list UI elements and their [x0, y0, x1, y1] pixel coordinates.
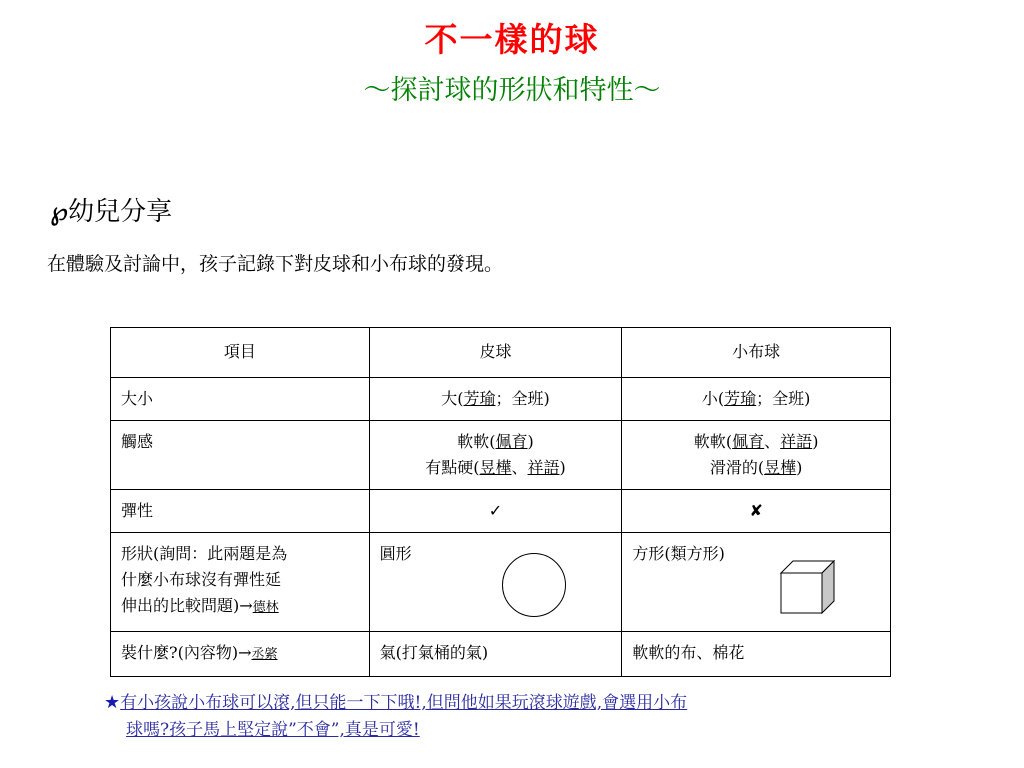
cell-size-cloth — [622, 378, 891, 421]
header-cloth-ball: 小布球 — [622, 328, 891, 378]
cell-text: ) — [796, 458, 803, 477]
cell-touch-leather — [369, 421, 622, 490]
table-header-row — [111, 328, 891, 378]
table-row-elasticity — [111, 490, 891, 533]
cell-line — [380, 429, 612, 455]
cell-text: ) — [812, 432, 819, 451]
intro-text: 在體驗及討論中，孩子記錄下對皮球和小布球的發現。 — [47, 253, 504, 275]
cell-size-leather — [369, 378, 622, 421]
cell-text: 大( — [441, 389, 464, 408]
cell-text: 、 — [764, 432, 781, 451]
cell-text: ；全班) — [495, 389, 550, 408]
cell-text: ) — [527, 432, 534, 451]
cell-text: 有點硬( — [425, 458, 480, 477]
checkmark-icon: ✓ — [369, 490, 622, 533]
cell-text: ；全班) — [756, 389, 811, 408]
cross-icon: ✘ — [622, 490, 891, 533]
child-name: 佩育 — [495, 432, 528, 451]
cell-line — [632, 455, 880, 481]
cell-line: 形狀(詢問：此兩題是為 — [121, 544, 288, 563]
observation-note — [104, 689, 904, 744]
cell-line — [380, 455, 612, 481]
cell-text: 圓形 — [379, 544, 412, 563]
cell-shape-cloth — [622, 533, 891, 632]
star-icon: ★ — [104, 692, 121, 713]
cell-shape-leather — [369, 533, 622, 632]
child-name: 芳瑜 — [724, 389, 757, 408]
table-row-contents — [111, 632, 891, 677]
child-name: 昱樺 — [479, 458, 512, 477]
table-row-touch — [111, 421, 891, 490]
row-label-contents — [111, 632, 370, 677]
table-row-size — [111, 378, 891, 421]
page-subtitle: ～探討球的形狀和特性～ — [363, 75, 661, 106]
row-label-size: 大小 — [111, 378, 370, 421]
child-name: 佩育 — [732, 432, 765, 451]
cell-text: 小( — [701, 389, 725, 408]
cell-line — [121, 593, 359, 621]
row-label-shape — [111, 533, 370, 632]
header-item: 項目 — [111, 328, 370, 378]
cell-text: 裝什麼?(內容物)→ — [121, 643, 252, 662]
cell-line: 什麼小布球沒有彈性延 — [121, 570, 282, 589]
note-line-2: 球嗎?孩子馬上堅定說”不會”,真是可愛! — [126, 720, 420, 740]
row-label-elasticity: 彈性 — [111, 490, 370, 533]
child-name: 昱樺 — [764, 458, 797, 477]
cube-drawing — [780, 559, 836, 615]
cell-text: 、 — [511, 458, 528, 477]
child-name: 祥語 — [780, 432, 813, 451]
cell-text: 軟軟( — [693, 432, 733, 451]
cell-text: ) — [559, 458, 566, 477]
child-name: 芳瑜 — [463, 389, 496, 408]
note-line-1: 有小孩說小布球可以滾,但只能一下下哦!,但問他如果玩滾球遊戲,會選用小布 — [120, 693, 688, 713]
circle-drawing — [502, 553, 566, 617]
row-label-touch: 觸感 — [111, 421, 370, 490]
header-leather-ball: 皮球 — [369, 328, 622, 378]
cell-text: 軟軟( — [457, 432, 496, 451]
cell-text: 方形(類方形) — [632, 544, 725, 563]
cell-text: 伸出的比較問題)→ — [121, 596, 253, 615]
cell-contents-cloth: 軟軟的布、棉花 — [622, 632, 891, 677]
cell-contents-leather: 氣(打氣桶的氣) — [369, 632, 622, 677]
comparison-table — [110, 327, 891, 677]
child-name: 祥語 — [527, 458, 560, 477]
cell-line — [632, 429, 880, 455]
cell-touch-cloth — [622, 421, 891, 490]
child-name: 丞綮 — [251, 647, 278, 662]
page-title: 不一樣的球 — [424, 20, 600, 59]
section-heading — [50, 191, 172, 228]
section-mark-icon: ℘ — [50, 197, 69, 227]
child-name: 德林 — [252, 600, 279, 615]
cell-text: 滑滑的( — [709, 458, 765, 477]
table-row-shape — [111, 533, 891, 632]
section-heading-text: 幼兒分享 — [68, 197, 173, 227]
